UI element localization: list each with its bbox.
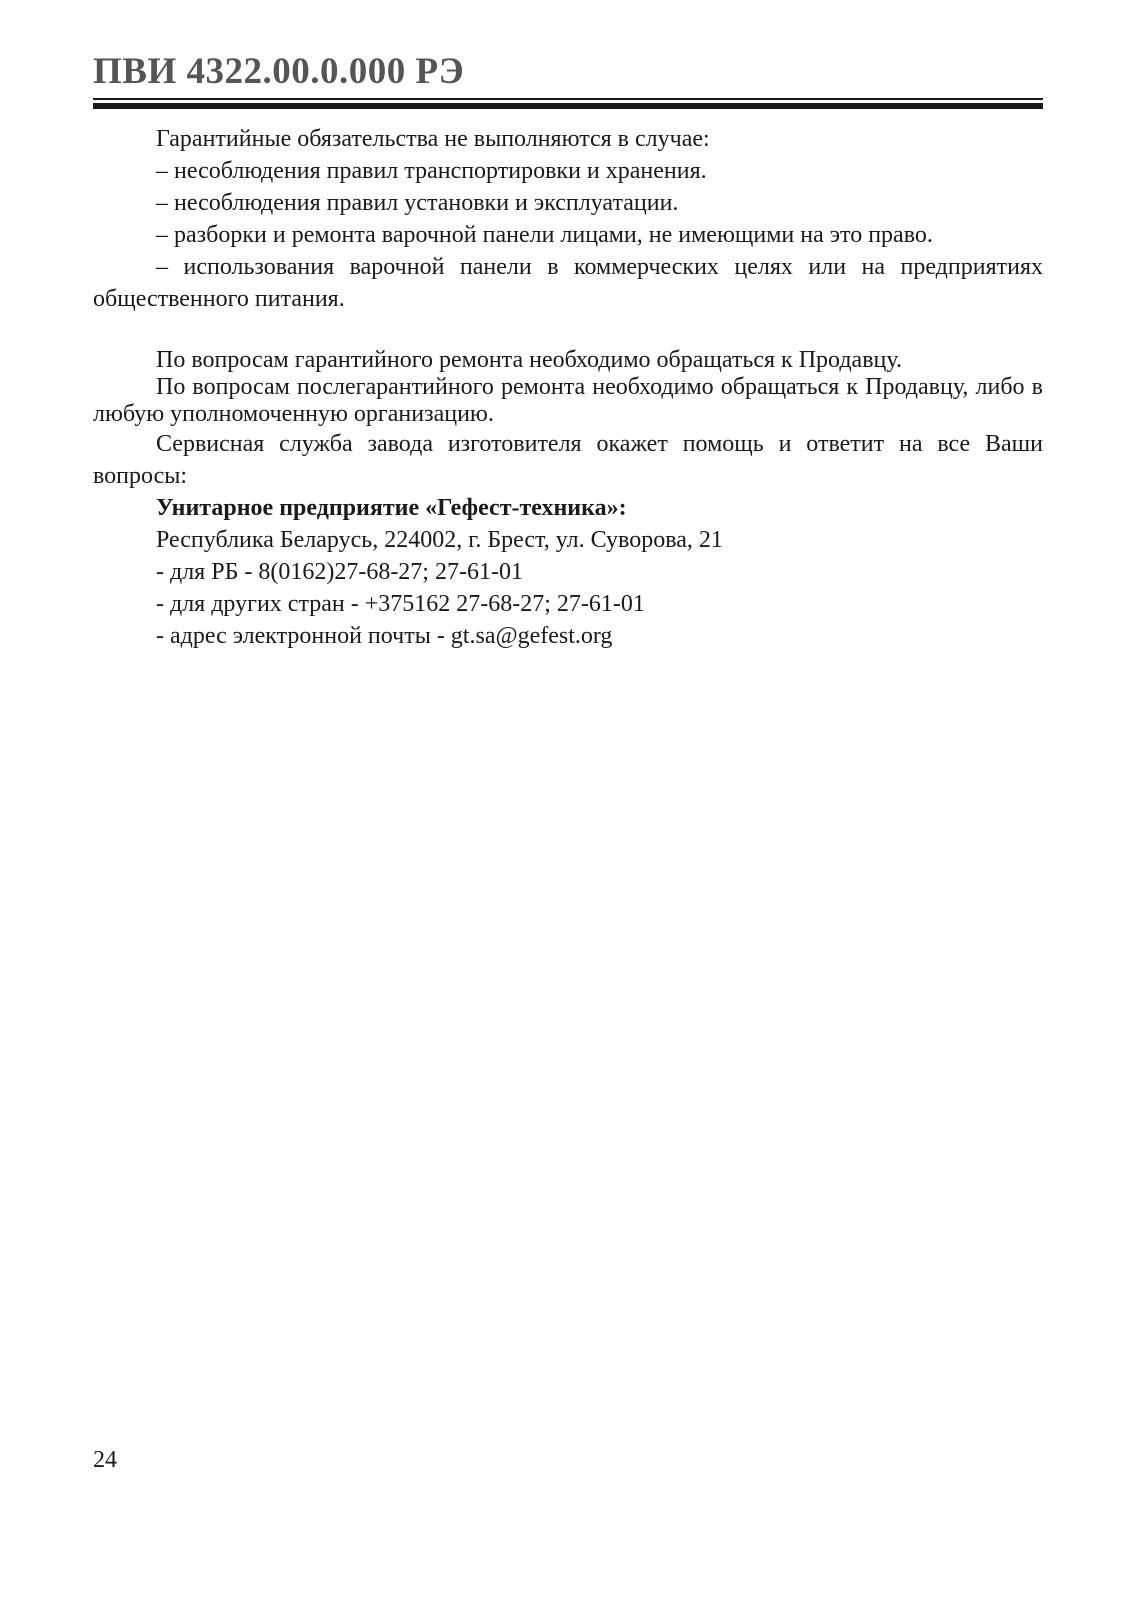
phone-other-countries: - для других стран - +375162 27-68-27; 27-61-01	[156, 591, 645, 617]
contacts-block	[93, 492, 1043, 652]
service-help-text: Сервисная служба завода изготовителя окажет помощь и ответит на все Ваши вопросы:	[93, 431, 1043, 489]
company-address: Республика Беларусь, 224002, г. Брест, ул. Суворова, 21	[156, 527, 723, 553]
document-code: ПВИ 4322.00.0.000 РЭ	[93, 51, 465, 92]
section-gap	[93, 315, 1043, 347]
page-number: 24	[93, 1447, 117, 1473]
warranty-item: – несоблюдения правил транспортировки и хранения.	[156, 158, 707, 184]
warranty-item: – разборки и ремонта варочной панели лицами, не имеющими на это право.	[156, 222, 933, 248]
warranty-item: – несоблюдения правил установки и эксплуатации.	[156, 190, 679, 216]
page-content	[93, 123, 1043, 652]
header-rule-thick	[93, 103, 1043, 109]
repair-info	[93, 347, 1043, 492]
warranty-repair-text: По вопросам гарантийного ремонта необходимо обращаться к Продавцу.	[156, 347, 902, 373]
warranty-intro: Гарантийные обязательства не выполняются в случае:	[156, 126, 710, 152]
warranty-exclusions	[93, 123, 1043, 315]
page-header	[93, 52, 1043, 92]
email-line: - адрес электронной почты - gt.sa@gefest.org	[156, 623, 613, 649]
warranty-item: – использования варочной панели в коммерческих целях или на предприятиях общественного питания.	[93, 254, 1043, 312]
company-name: Унитарное предприятие «Гефест-техника»:	[156, 495, 627, 521]
phone-rb: - для РБ - 8(0162)27-68-27; 27-61-01	[156, 559, 523, 585]
post-warranty-repair-text: По вопросам послегарантийного ремонта необходимо обращаться к Продавцу, либо в любую уполномоченную организацию.	[93, 374, 1043, 427]
header-rule-thin	[93, 98, 1043, 100]
